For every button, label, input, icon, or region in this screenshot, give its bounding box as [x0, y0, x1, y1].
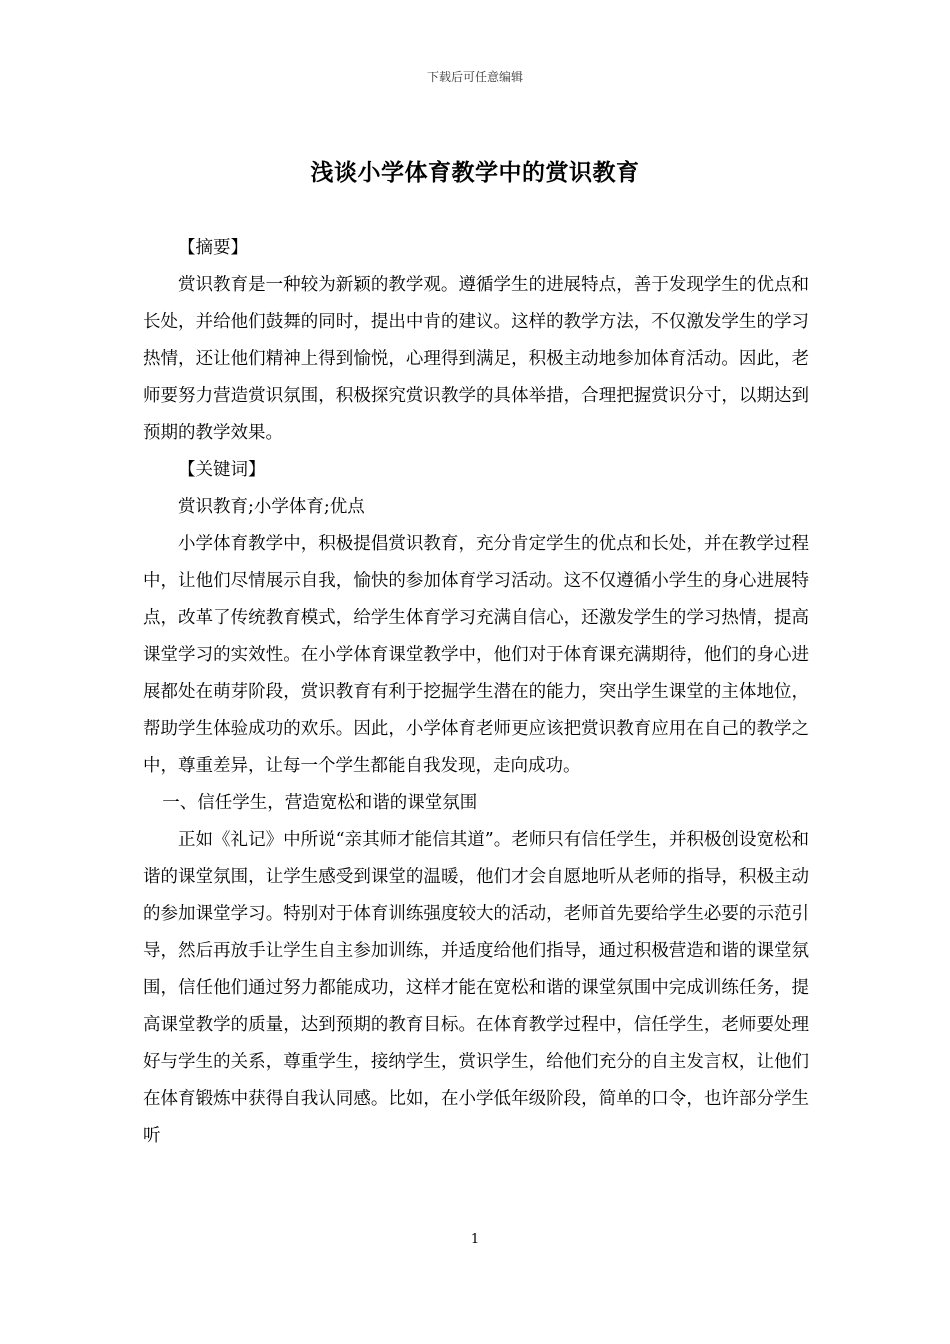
keywords-paragraph: 赏识教育;小学体育;优点	[178, 497, 365, 517]
document-title: 浅谈小学体育教学中的赏识教育	[310, 160, 640, 186]
intro-paragraph: 小学体育教学中，积极提倡赏识教育，充分肯定学生的优点和长处，并在教学过程中，让他们尽情展示自我，愉快的参加体育学习活动。这不仅遵循小学生的身心进展特点，改革了传统教育模式，给学生体育学习充满自信心，还激发学生的学习热情，提高课堂学习的实效性。在小学体育课堂教学中，他们对于体育课充满期待，他们的身心进展都处在萌芽阶段，赏识教育有利于挖掘学生潜在的能力，突出学生课堂的主体地位，帮助学生体验成功的欢乐。因此，小学体育老师更应该把赏识教育应用在自己的教学之中，尊重差异，让每一个学生都能自我发现，走向成功。	[143, 534, 809, 776]
abstract-paragraph: 赏识教育是一种较为新颖的教学观。遵循学生的进展特点，善于发现学生的优点和长处，并给他们鼓舞的同时，提出中肯的建议。这样的教学方法，不仅激发学生的学习热情，还让他们精神上得到愉悦，心理得到满足，积极主动地参加体育活动。因此，老师要努力营造赏识氛围，积极探究赏识教学的具体举措，合理把握赏识分寸，以期达到预期的教学效果。	[143, 275, 809, 443]
section-heading: 一、信任学生，营造宽松和谐的课堂氛围	[162, 793, 478, 813]
page-number: 1	[470, 1232, 480, 1247]
keywords-label: 【关键词】	[178, 460, 266, 480]
abstract-label: 【摘要】	[178, 238, 248, 258]
section-paragraph: 正如《礼记》中所说“亲其师才能信其道”。老师只有信任学生，并积极创设宽松和谐的课堂氛围，让学生感受到课堂的温暖，他们才会自愿地听从老师的指导，积极主动的参加课堂学习。特别对于体育训练强度较大的活动，老师首先要给学生必要的示范引导，然后再放手让学生自主参加训练，并适度给他们指导，通过积极营造和谐的课堂氛围，信任他们通过努力都能成功，这样才能在宽松和谐的课堂氛围中完成训练任务，提高课堂教学的质量，达到预期的教育目标。在体育教学过程中，信任学生，老师要处理好与学生的关系，尊重学生，接纳学生，赏识学生，给他们充分的自主发言权，让他们在体育锻炼中获得自我认同感。比如，在小学低年级阶段，简单的口令，也许部分学生听	[143, 830, 809, 1146]
header-note: 下载后可任意编辑	[426, 70, 523, 84]
document-body	[143, 230, 809, 1155]
